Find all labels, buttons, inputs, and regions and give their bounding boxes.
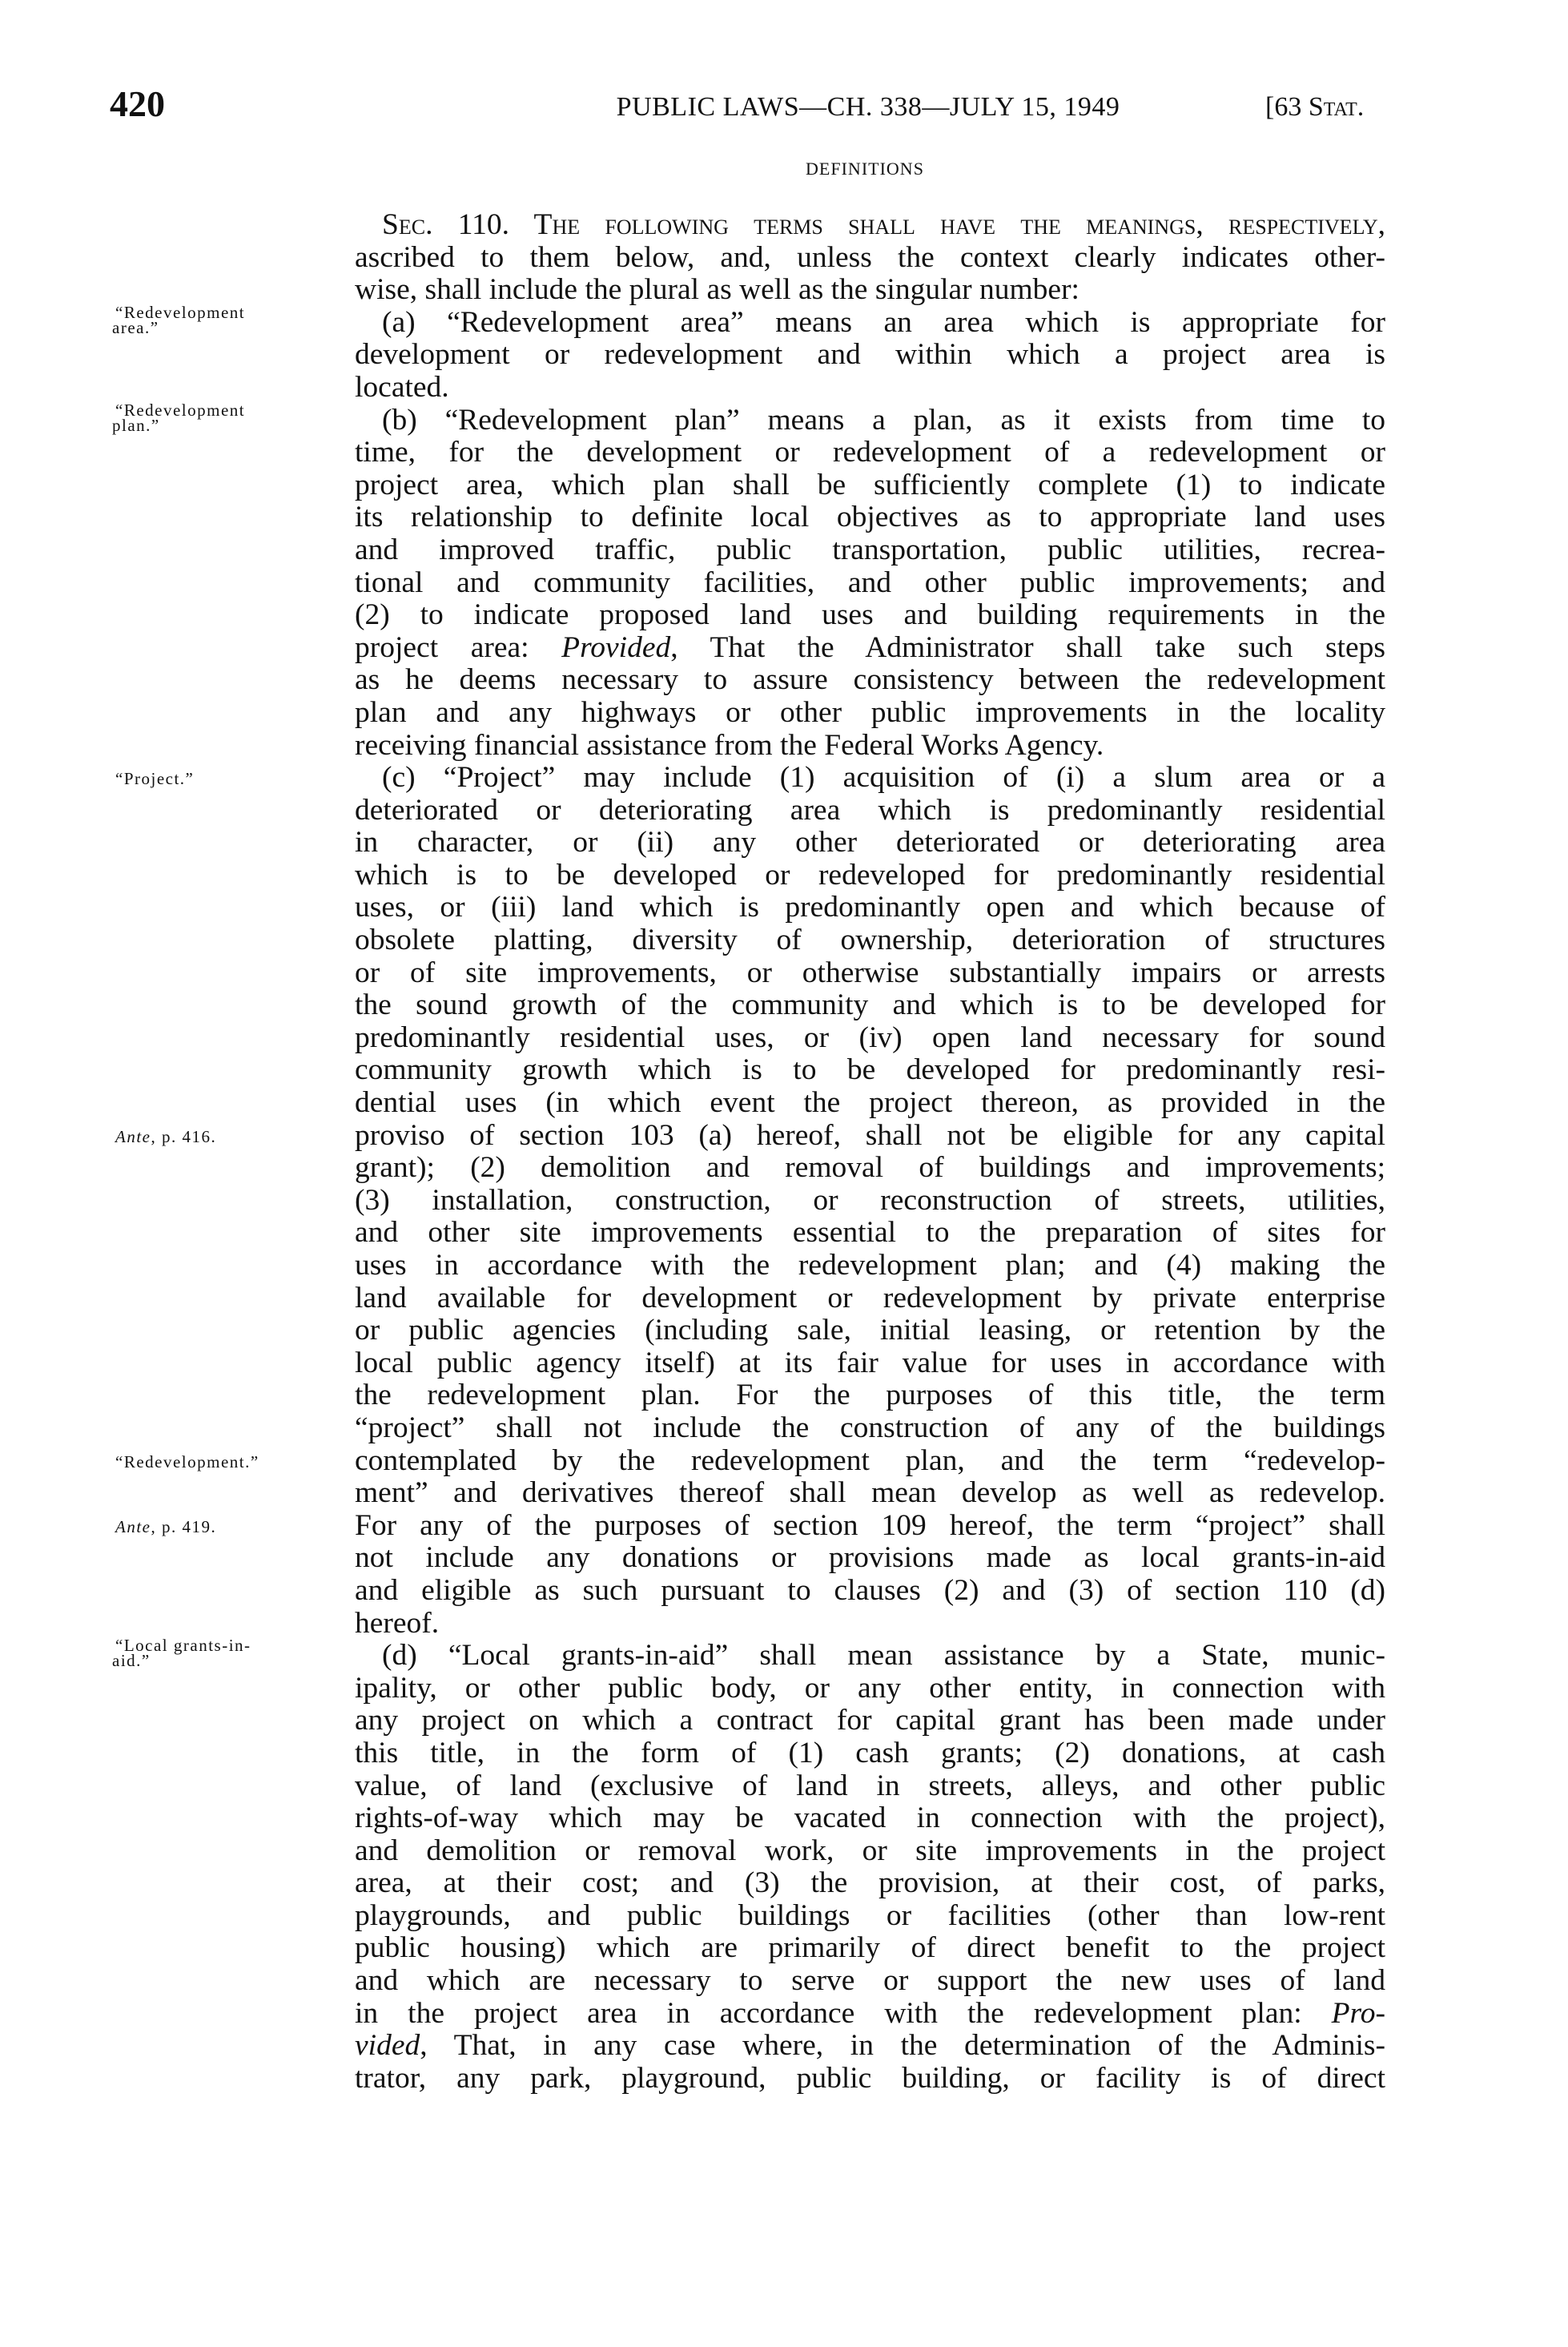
text-line bbox=[355, 924, 1385, 957]
page-number: 420 bbox=[110, 83, 165, 124]
text-line bbox=[355, 827, 1385, 859]
margin-note bbox=[115, 771, 332, 787]
text-line bbox=[355, 1412, 1385, 1445]
text-line bbox=[355, 1314, 1385, 1347]
section-heading: DEFINITIONS bbox=[806, 159, 924, 179]
text-segment: and other site improvements essential to the preparation of sites for bbox=[355, 1216, 1385, 1250]
text-line bbox=[355, 1770, 1385, 1803]
text-segment: and eligible as such pursuant to clauses (2) and (3) of section 110 (d) bbox=[355, 1573, 1385, 1607]
text-line bbox=[355, 599, 1385, 632]
text-segment: playgrounds, and public buildings or facilities (other than low-rent bbox=[355, 1898, 1385, 1932]
text-segment: and improved traffic, public transportation, public utilities, recrea- bbox=[355, 533, 1385, 566]
text-segment: project area: bbox=[355, 630, 562, 664]
text-line bbox=[355, 534, 1385, 567]
margin-note-line: plan.” bbox=[112, 415, 160, 435]
text-segment: receiving financial assistance from the Federal Works Agency. bbox=[355, 728, 1104, 762]
text-segment: any project on which a contract for capital grant has been made under bbox=[355, 1704, 1385, 1737]
text-segment: ment” and derivatives thereof shall mean develop as well as redevelop. bbox=[355, 1476, 1385, 1510]
text-line bbox=[355, 2030, 1385, 2063]
margin-note-line: “Local grants-in- bbox=[115, 1636, 251, 1656]
text-segment: (c) “Project” may include (1) acquisition of (i) a slum area or a bbox=[382, 761, 1385, 795]
margin-note-line: “Redevelopment bbox=[115, 302, 246, 322]
text-line bbox=[115, 1443, 1385, 1478]
text-segment: grant); (2) demolition and removal of buildings and improvements; bbox=[355, 1151, 1385, 1185]
text-line bbox=[112, 1636, 1385, 1673]
text-line bbox=[355, 1608, 1385, 1640]
text-segment: area, at their cost; and (3) the provision, at their cost, of parks, bbox=[355, 1866, 1385, 1900]
margin-note bbox=[115, 1451, 332, 1471]
text-line bbox=[355, 339, 1385, 372]
text-line bbox=[355, 1965, 1385, 1998]
text-segment: in character, or (ii) any other deteriorated or deteriorating area bbox=[355, 826, 1385, 859]
text-line bbox=[355, 1932, 1385, 1965]
text-segment: as he deems necessary to assure consistency between the redevelopment bbox=[355, 663, 1385, 697]
text-segment: (b) “Redevelopment plan” means a plan, as it exists from time to bbox=[382, 403, 1385, 437]
text-line bbox=[355, 2063, 1385, 2095]
text-segment: “project” shall not include the construction of any of the buildings bbox=[355, 1411, 1385, 1444]
text-line bbox=[355, 632, 1385, 665]
text-line bbox=[355, 1867, 1385, 1900]
text-line bbox=[115, 761, 1385, 795]
page-reference: , p. 419. bbox=[151, 1516, 217, 1536]
text-segment: , That, in any case where, in the determination of the Adminis- bbox=[420, 2029, 1385, 2063]
text-segment: located. bbox=[355, 370, 449, 404]
text-line bbox=[355, 989, 1385, 1022]
text-segment: contemplated by the redevelopment plan, and the term “redevelop- bbox=[355, 1443, 1385, 1477]
text-line bbox=[355, 1087, 1385, 1120]
text-line bbox=[355, 437, 1385, 469]
body-text bbox=[112, 208, 1385, 2095]
margin-note-line: area.” bbox=[112, 317, 159, 337]
text-segment: Sec. 110. The following terms shall have the meanings, respectively, bbox=[382, 208, 1385, 241]
text-line bbox=[355, 1347, 1385, 1380]
text-segment: uses, or (iii) land which is predominantly open and which because of bbox=[355, 891, 1385, 924]
margin-note-line: “Project.” bbox=[115, 769, 195, 789]
text-segment: time, for the development or redevelopment of a redevelopment or bbox=[355, 436, 1385, 469]
text-line bbox=[112, 302, 1385, 340]
text-segment: plan and any highways or other public improvements in the locality bbox=[355, 695, 1385, 729]
text-segment: and demolition or removal work, or site improvements in the project bbox=[355, 1834, 1385, 1867]
text-segment: public housing) which are primarily of direct benefit to the project bbox=[355, 1931, 1385, 1965]
text-segment: and which are necessary to serve or support the new uses of land bbox=[355, 1964, 1385, 1998]
text-segment: community growth which is to be developed for predominantly resi- bbox=[355, 1053, 1385, 1087]
text-segment: tional and community facilities, and other public improvements; and bbox=[355, 566, 1385, 599]
text-line bbox=[355, 1185, 1385, 1218]
text-segment: uses in accordance with the redevelopment plan; and (4) making the bbox=[355, 1249, 1385, 1282]
page-reference: , p. 416. bbox=[151, 1126, 217, 1146]
text-segment: value, of land (exclusive of land in streets, alleys, and other public bbox=[355, 1769, 1385, 1802]
text-segment: ascribed to them below, and, unless the context clearly indicates other- bbox=[355, 240, 1385, 274]
text-segment: (d) “Local grants-in-aid” shall mean assistance by a State, munic- bbox=[382, 1639, 1385, 1673]
margin-note-line: aid.” bbox=[112, 1651, 151, 1671]
text-segment: the redevelopment plan. For the purposes of this title, the term bbox=[355, 1379, 1385, 1412]
statute-reference bbox=[1265, 87, 1364, 128]
text-segment: proviso of section 103 (a) hereof, shall not be eligible for any capital bbox=[355, 1118, 1385, 1152]
text-line bbox=[355, 1802, 1385, 1835]
text-line bbox=[355, 1054, 1385, 1087]
text-line bbox=[355, 567, 1385, 600]
text-segment: project area, which plan shall be sufficiently complete (1) to indicate bbox=[355, 468, 1385, 501]
text-segment: its relationship to definite local objectives as to appropriate land uses bbox=[355, 501, 1385, 534]
text-segment: development or redevelopment and within which a project area is bbox=[355, 338, 1385, 372]
text-line bbox=[355, 1282, 1385, 1315]
text-line bbox=[115, 1118, 1385, 1153]
text-segment: hereof. bbox=[355, 1606, 440, 1640]
italic-text: Pro- bbox=[1331, 1996, 1385, 2030]
text-line bbox=[355, 859, 1385, 892]
stat-prefix: [63 bbox=[1265, 92, 1309, 122]
text-segment: the sound growth of the community and which is to be developed for bbox=[355, 988, 1385, 1022]
text-line bbox=[355, 892, 1385, 924]
text-line bbox=[355, 664, 1385, 697]
text-segment: For any of the purposes of section 109 hereof, the term “project” shall bbox=[355, 1508, 1385, 1542]
text-segment: not include any donations or provisions made as local grants-in-aid bbox=[355, 1541, 1385, 1575]
text-segment: which is to be developed or redeveloped for predominantly residential bbox=[355, 858, 1385, 892]
text-segment: trator, any park, playground, public building, or facility is of direct bbox=[355, 2061, 1385, 2095]
margin-note-line: “Redevelopment.” bbox=[115, 1451, 259, 1471]
margin-note-line: “Redevelopment bbox=[115, 400, 246, 420]
text-line bbox=[355, 795, 1385, 827]
text-line bbox=[355, 1575, 1385, 1608]
italic-text: Provided bbox=[561, 630, 671, 664]
text-line bbox=[355, 1737, 1385, 1770]
text-line bbox=[355, 1542, 1385, 1575]
text-line bbox=[355, 209, 1385, 242]
text-line bbox=[355, 372, 1385, 405]
text-segment: or public agencies (including sale, initial leasing, or retention by the bbox=[355, 1314, 1385, 1347]
text-line bbox=[355, 957, 1385, 990]
text-line bbox=[355, 501, 1385, 534]
text-line bbox=[355, 274, 1385, 307]
text-line bbox=[355, 1217, 1385, 1250]
running-title: PUBLIC LAWS—CH. 338—JULY 15, 1949 bbox=[616, 92, 1120, 122]
text-segment: , That the Administrator shall take such steps bbox=[670, 630, 1385, 664]
text-line bbox=[112, 400, 1385, 437]
text-segment: (3) installation, construction, or reconstruction of streets, utilities, bbox=[355, 1183, 1385, 1217]
text-line bbox=[355, 1477, 1385, 1510]
margin-note bbox=[112, 1636, 332, 1671]
text-segment: dential uses (in which event the project thereon, as provided in the bbox=[355, 1086, 1385, 1120]
text-segment: land available for development or redevelopment by private enterprise bbox=[355, 1281, 1385, 1314]
margin-note bbox=[112, 400, 332, 435]
text-segment: predominantly residential uses, or (iv) open land necessary for sound bbox=[355, 1021, 1385, 1054]
margin-cross-reference bbox=[115, 1516, 332, 1536]
text-line bbox=[115, 1508, 1385, 1543]
text-segment: ipality, or other public body, or any other entity, in connection with bbox=[355, 1671, 1385, 1705]
text-segment: deteriorated or deteriorating area which is predominantly residential bbox=[355, 793, 1385, 827]
stat-word: Stat. bbox=[1308, 92, 1365, 122]
text-line bbox=[355, 1835, 1385, 1868]
text-line bbox=[355, 1379, 1385, 1412]
text-segment: this title, in the form of (1) cash grants; (2) donations, at cash bbox=[355, 1736, 1385, 1769]
text-line bbox=[355, 1022, 1385, 1055]
text-segment: or of site improvements, or otherwise substantially impairs or arrests bbox=[355, 956, 1385, 989]
ante-label: Ante bbox=[115, 1126, 151, 1146]
text-segment: in the project area in accordance with the redevelopment plan: bbox=[355, 1996, 1332, 2030]
text-line bbox=[355, 1152, 1385, 1185]
text-line bbox=[355, 1705, 1385, 1737]
text-line bbox=[355, 1673, 1385, 1705]
text-segment: local public agency itself) at its fair value for uses in accordance with bbox=[355, 1346, 1385, 1379]
text-line bbox=[355, 730, 1385, 763]
text-line bbox=[355, 1900, 1385, 1933]
text-line bbox=[355, 1250, 1385, 1282]
text-line bbox=[355, 469, 1385, 502]
ante-label: Ante bbox=[115, 1516, 151, 1536]
text-line bbox=[355, 1998, 1385, 2031]
text-segment: (a) “Redevelopment area” means an area which is appropriate for bbox=[382, 305, 1385, 339]
italic-text: vided bbox=[355, 2029, 420, 2063]
text-segment: obsolete platting, diversity of ownership, deterioration of structures bbox=[355, 924, 1385, 957]
text-line bbox=[355, 242, 1385, 275]
text-segment: wise, shall include the plural as well as the singular number: bbox=[355, 273, 1080, 307]
text-segment: (2) to indicate proposed land uses and building requirements in the bbox=[355, 598, 1385, 632]
text-line bbox=[355, 697, 1385, 730]
text-segment: rights-of-way which may be vacated in connection with the project), bbox=[355, 1802, 1385, 1835]
margin-note bbox=[112, 302, 332, 337]
margin-cross-reference bbox=[115, 1126, 332, 1146]
